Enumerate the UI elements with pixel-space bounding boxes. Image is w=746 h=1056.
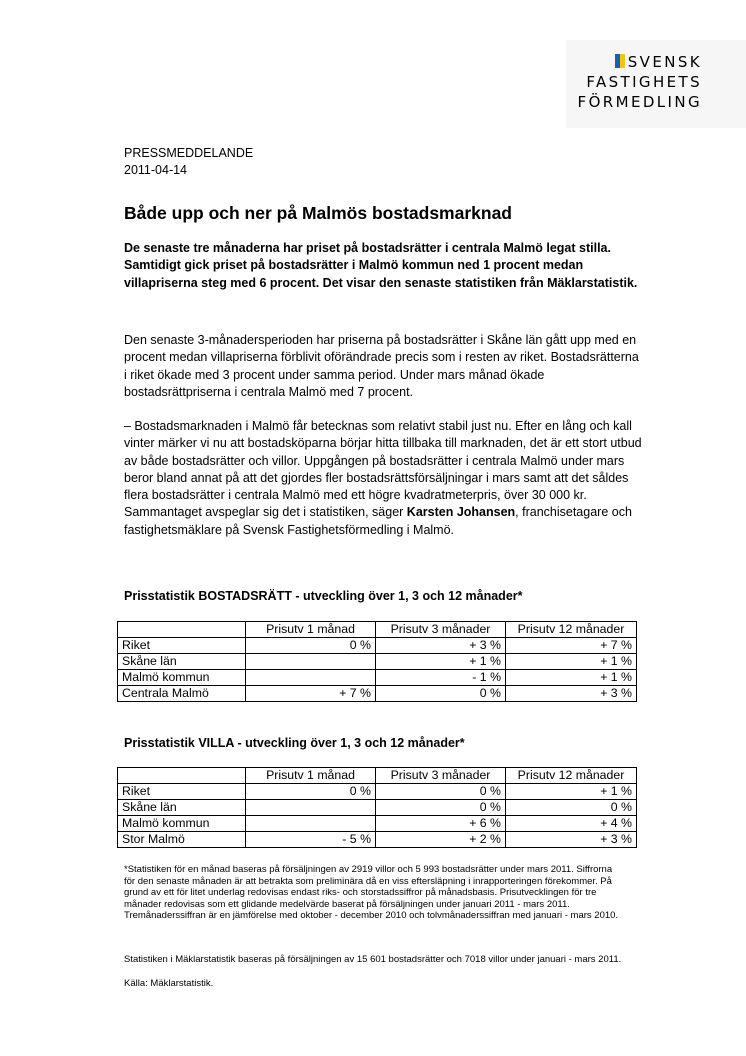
table-cell: Malmö kommun — [118, 816, 246, 832]
table-header-cell — [118, 622, 246, 638]
table-header-cell: Prisutv 1 månad — [246, 768, 376, 784]
footnote-basis: Statistiken i Mäklarstatistik baseras på försäljningen av 15 601 bostadsrätter och 7018 villor under januari - mars 2011. — [124, 954, 622, 965]
table-cell: Stor Malmö — [118, 832, 246, 848]
table-cell: Riket — [118, 784, 246, 800]
table-row — [118, 638, 637, 654]
table-row — [118, 686, 637, 702]
quote-text: – Bostadsmarknaden i Malmö får betecknas som relativt stabil just nu. Efter en lång och kall vinter märker vi nu att bostadsköparna börjar hitta tillbaka till marknaden, det är ett stort utbud av både bostadsrätter och villor. Uppgången på bostadsrätter i centrala Malmö under mars beror bland annat på att det gjordes fler bostadsrättsförsäljningar i mars samt att det såldes flera bostadsrätter i centrala Malmö med ett högre kvadratmeterpris, över 30 000 kr. Sammantaget avspeglar sig det i statistiken, säger — [124, 419, 642, 520]
table-cell: Skåne län — [118, 654, 246, 670]
table-cell — [246, 816, 376, 832]
table-row — [118, 670, 637, 686]
table-title-villa: Prisstatistik VILLA - utveckling över 1, 3 och 12 månader* — [124, 736, 465, 750]
page-title: Både upp och ner på Malmös bostadsmarknad — [124, 203, 512, 223]
table-cell: 0 % — [376, 800, 506, 816]
table-row — [118, 832, 637, 848]
lead-paragraph: De senaste tre månaderna har priset på bostadsrätter i centrala Malmö legat stilla. Samtidigt gick priset på bostadsrätter i Malmö kommun ned 1 procent medan villapriserna steg med 6 procent. Det visar den senaste statistiken från Mäklarstatistik. — [124, 241, 638, 290]
table-cell: - 5 % — [246, 832, 376, 848]
quote-suffix: , franchisetagare och fastighetsmäklare på Svensk Fastighetsförmedling i Malmö. — [124, 505, 632, 537]
table-header-cell: Prisutv 12 månader — [506, 622, 637, 638]
table-cell: + 6 % — [376, 816, 506, 832]
table-header-cell — [118, 768, 246, 784]
table-row — [118, 800, 637, 816]
table-header-cell: Prisutv 1 månad — [246, 622, 376, 638]
footnote-source: Källa: Mäklarstatistik. — [124, 978, 214, 989]
footnote-method: *Statistiken för en månad baseras på försäljningen av 2919 villor och 5 993 bostadsrätter under mars 2011. Siffrorna för den senaste månaden är att betrakta som preliminära då en viss eftersläpning i inrapporteringen förekommer. På grund av ett för litet underlag redovisas endast riks- och storstadssiffror på månadsbasis. Prisutvecklingen för tre månader redovisas som ett glidande medelvärde baserat på försäljningen under januari 2011 - mars 2011. Tremånaderssiffran är en jämförelse med oktober - december 2010 och tolvmånaderssiffran med januari - mars 2010. — [124, 864, 619, 921]
quote-paragraph — [124, 418, 644, 539]
logo-line-3: FÖRMEDLING — [577, 93, 702, 111]
document-type: PRESSMEDDELANDE — [124, 146, 254, 160]
table-header-row — [118, 768, 637, 784]
table-row — [118, 654, 637, 670]
document-meta — [124, 145, 253, 179]
table-row — [118, 816, 637, 832]
document-date: 2011-04-14 — [124, 163, 188, 177]
table-cell — [246, 800, 376, 816]
table-cell: + 7 % — [246, 686, 376, 702]
table-cell: 0 % — [246, 638, 376, 654]
table-cell: Centrala Malmö — [118, 686, 246, 702]
table-cell: + 3 % — [506, 832, 637, 848]
table-header-row — [118, 622, 637, 638]
table-cell: + 1 % — [506, 670, 637, 686]
table-cell: + 4 % — [506, 816, 637, 832]
table-cell: + 7 % — [506, 638, 637, 654]
table-cell: Riket — [118, 638, 246, 654]
table-cell: + 1 % — [506, 784, 637, 800]
table-cell: + 3 % — [376, 638, 506, 654]
table-row — [118, 784, 637, 800]
table-cell — [246, 654, 376, 670]
table-header-cell: Prisutv 3 månader — [376, 768, 506, 784]
table-cell: + 1 % — [506, 654, 637, 670]
company-logo — [578, 52, 702, 112]
body-paragraph: Den senaste 3-månadersperioden har priserna på bostadsrätter i Skåne län gått upp med en procent medan villapriserna förblivit oförändrade precis som i resten av riket. Bostadsrätterna i riket ökade med 3 procent under samma period. Under mars månad ökade bostadsrättpriserna i centrala Malmö med 7 procent. — [124, 333, 639, 399]
table-cell: + 3 % — [506, 686, 637, 702]
villa-table — [117, 767, 637, 848]
table-cell — [246, 670, 376, 686]
bostadsratt-table — [117, 621, 637, 702]
swedish-flag-icon — [614, 53, 625, 67]
table-cell: Malmö kommun — [118, 670, 246, 686]
table-cell: 0 % — [376, 686, 506, 702]
table-cell: + 1 % — [376, 654, 506, 670]
logo-line-1: SVENSK — [578, 52, 702, 72]
table-title-bostadsratt: Prisstatistik BOSTADSRÄTT - utveckling över 1, 3 och 12 månader* — [124, 589, 523, 603]
table-cell: 0 % — [246, 784, 376, 800]
table-header-cell: Prisutv 3 månader — [376, 622, 506, 638]
quote-person: Karsten Johansen — [406, 505, 516, 520]
table-cell: 0 % — [376, 784, 506, 800]
table-cell: 0 % — [506, 800, 637, 816]
logo-line-2: FASTIGHETS — [586, 73, 702, 91]
table-cell: + 2 % — [376, 832, 506, 848]
table-cell: Skåne län — [118, 800, 246, 816]
table-cell: - 1 % — [376, 670, 506, 686]
table-header-cell: Prisutv 12 månader — [506, 768, 637, 784]
